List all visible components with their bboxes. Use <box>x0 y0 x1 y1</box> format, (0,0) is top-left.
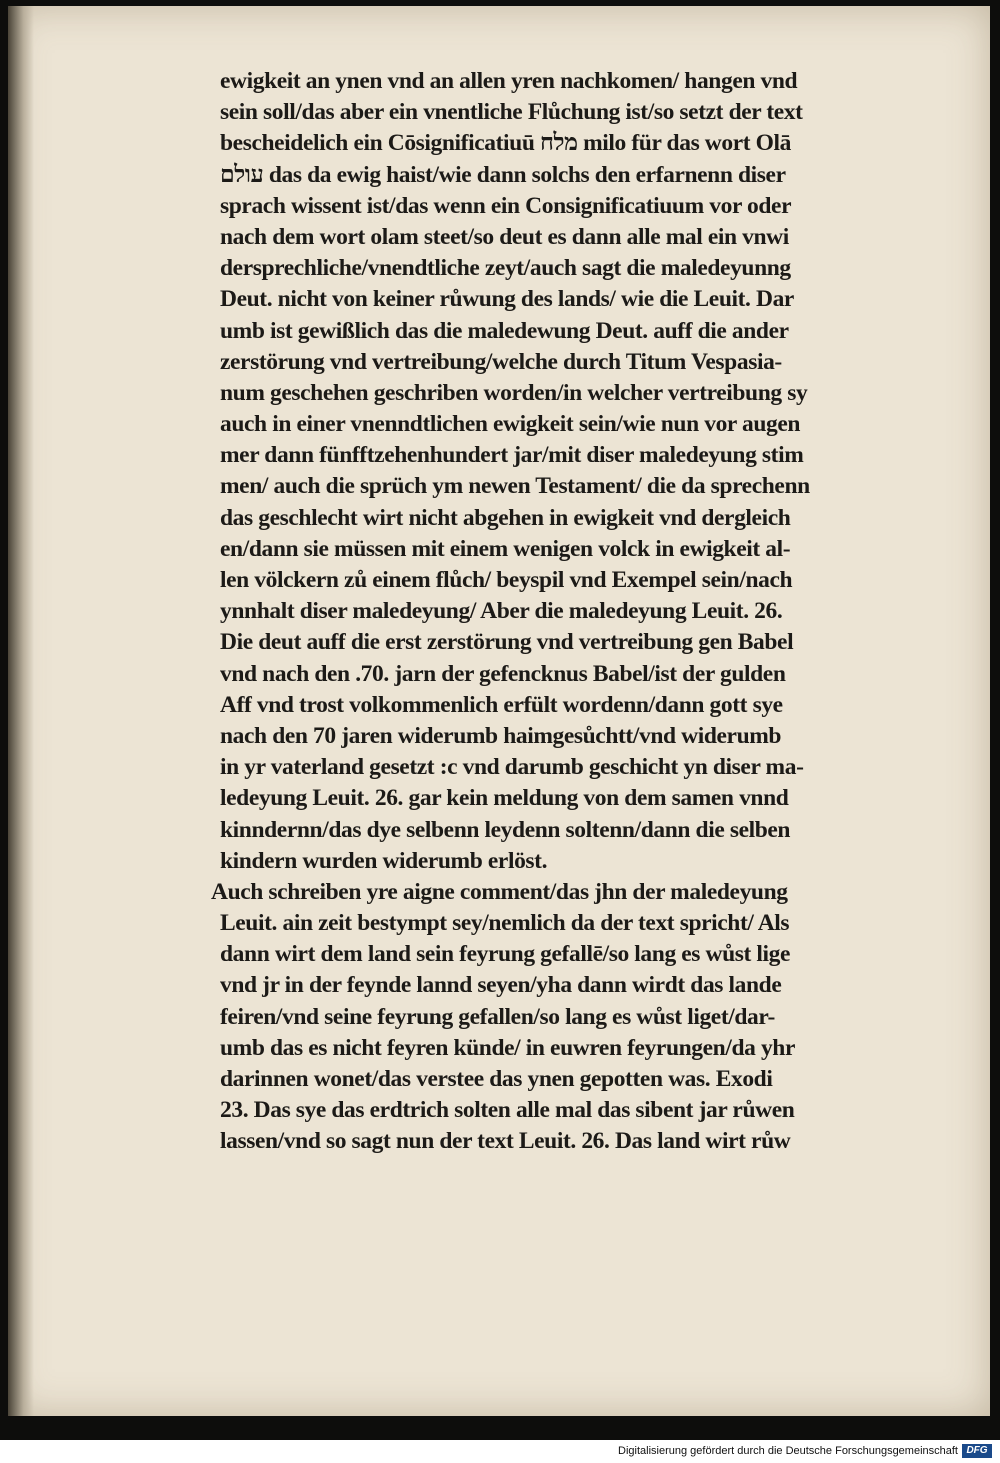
body-text <box>211 66 935 1158</box>
text-line-5: sprach wissent ist/das wenn ein Consignificatiuum vor oder <box>220 192 792 219</box>
text-line-33: darinnen wonet/das verstee das ynen gepotten was. Exodi <box>220 1066 773 1092</box>
text-line-9: umb ist gewißlich das die maledewung Deut. auff die ander <box>220 317 789 344</box>
funding-credit: Digitalisierung gefördert durch die Deutsche Forschungsgemeinschaft <box>618 1445 958 1457</box>
dfg-logo-icon: DFG <box>962 1444 992 1458</box>
page-sheet <box>8 6 990 1416</box>
text-line-16: en/dann sie müssen mit einem wenigen volck in ewigkeit al- <box>220 535 791 562</box>
text-line-19: Die deut auff die erst zerstörung vnd vertreibung gen Babel <box>220 629 794 656</box>
text-line-10: zerstörung vnd vertreibung/welche durch Titum Vespasia- <box>220 348 782 375</box>
text-line-28: Leuit. ain zeit bestympt sey/nemlich da der text spricht/ Als <box>220 910 790 937</box>
text-line-17: len völckern zů einem flůch/ beyspil vnd Exempel sein/nach <box>220 567 793 593</box>
text-line-12: auch in einer vnenndtlichen ewigkeit sein/wie nun vor augen <box>220 411 801 438</box>
text-line-30: vnd jr in der feynde lannd seyen/yha dann wirdt das lande <box>220 972 782 999</box>
text-line-8: Deut. nicht von keiner růwung des lands/ wie die Leuit. Dar <box>220 286 794 313</box>
text-line-18: ynnhalt diser maledeyung/ Aber die maledeyung Leuit. 26. <box>220 598 783 625</box>
text-line-4: עולם das da ewig haist/wie dann solchs den erfarnenn diser <box>220 161 786 188</box>
text-line-14: men/ auch die sprüch ym newen Testament/ die da sprechenn <box>220 473 810 500</box>
text-line-7: dersprechliche/vnendtliche zeyt/auch sagt die maledeyunng <box>220 255 791 282</box>
text-line-20: vnd nach den .70. jarn der gefencknus Babel/ist der gulden <box>220 660 786 687</box>
text-line-11: num geschehen geschriben worden/in welcher vertreibung sy <box>220 379 808 406</box>
footer-bar <box>0 1440 1000 1463</box>
text-line-22: nach den 70 jaren widerumb haimgesůchtt/vnd widerumb <box>220 722 782 749</box>
text-line-1: ewigkeit an ynen vnd an allen yren nachkomen/ hangen vnd <box>220 68 798 94</box>
text-line-29: dann wirt dem land sein feyrung gefallē/so lang es wůst lige <box>220 941 791 968</box>
text-line-27: Auch schreiben yre aigne comment/das jhn der maledeyung <box>211 878 788 905</box>
text-line-3: bescheidelich ein Cōsignificatiuū מלח milo für das wort Olā <box>220 130 792 157</box>
text-line-6: nach dem wort olam steet/so deut es dann alle mal ein vnwi <box>220 223 789 250</box>
text-line-31: feiren/vnd seine feyrung gefallen/so lang es wůst liget/dar- <box>220 1003 775 1030</box>
text-line-2: sein soll/das aber ein vnentliche Flůchung ist/so setzt der text <box>220 99 803 126</box>
text-line-34: 23. Das sye das erdtrich solten alle mal das sibent jar růwen <box>220 1097 795 1124</box>
text-line-23: in yr vaterland gesetzt :c vnd darumb geschicht yn diser ma- <box>220 754 804 781</box>
text-line-24: ledeyung Leuit. 26. gar kein meldung von dem samen vnnd <box>220 785 789 812</box>
text-line-25: kinndernn/das dye selbenn leydenn soltenn/dann die selben <box>220 816 791 843</box>
text-line-32: umb das es nicht feyren künde/ in euwren feyrungen/da yhr <box>220 1034 796 1061</box>
text-line-21: Aff vnd trost volkommenlich erfült wordenn/dann gott sye <box>220 691 783 718</box>
text-line-13: mer dann fünfftzehenhundert jar/mit diser maledeyung stim <box>220 442 804 469</box>
text-line-26: kindern wurden widerumb erlöst. <box>220 847 548 874</box>
text-line-35: lassen/vnd so sagt nun der text Leuit. 26. Das land wirt růw <box>220 1128 791 1155</box>
text-line-15: das geschlecht wirt nicht abgehen in ewigkeit vnd dergleich <box>220 504 791 531</box>
